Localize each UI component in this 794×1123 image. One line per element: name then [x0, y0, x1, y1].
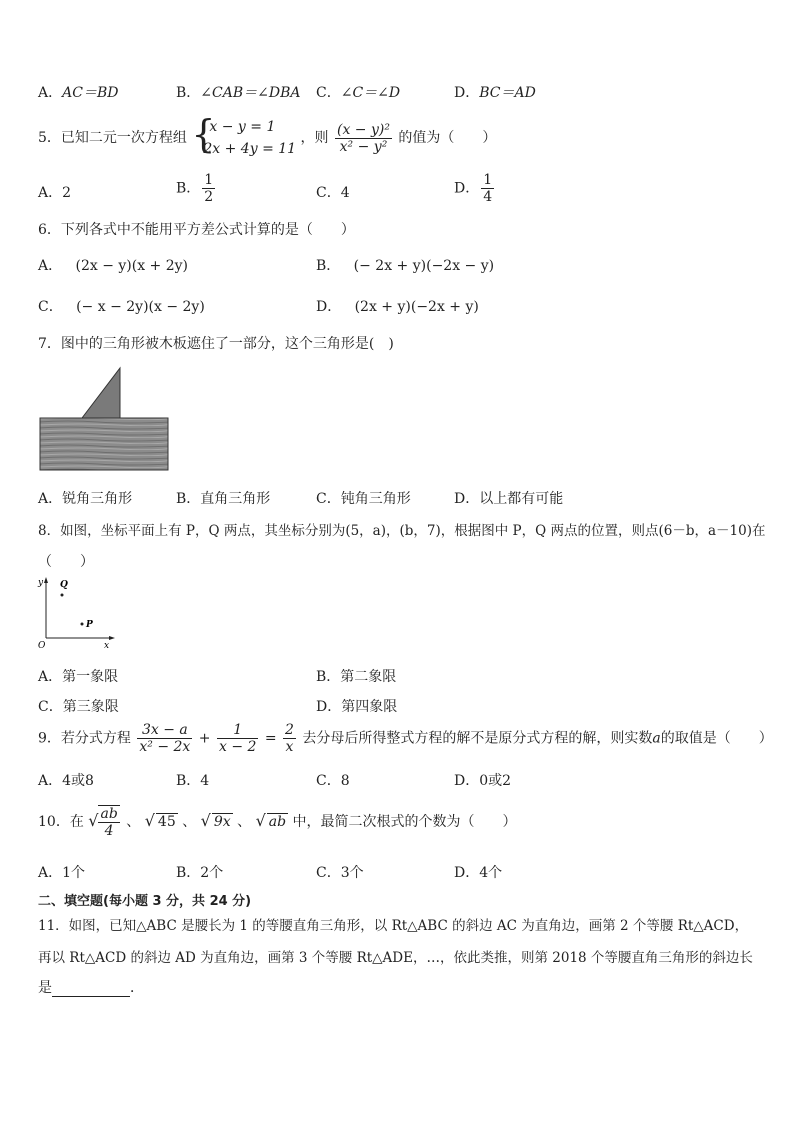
q4-option-a: A．AC＝BD	[38, 85, 119, 101]
q10-option-b: B．2个	[176, 865, 224, 881]
q4-option-b: B．∠CAB＝∠DBA	[176, 85, 301, 101]
q6-option-d: D． (2x + y)(−2x + y)	[316, 299, 479, 315]
q10-option-c: C．3个	[316, 865, 364, 881]
q7-triangle-board-figure	[38, 366, 172, 474]
q9-option-b: B．4	[176, 773, 210, 789]
point-q-label: Q	[60, 580, 68, 590]
q5-option-b: B． $\frac{1}{2}$	[176, 172, 214, 205]
q7-option-a: A．锐角三角形	[38, 491, 133, 507]
point-p-label: P	[86, 620, 93, 630]
answer-blank[interactable]	[52, 982, 130, 997]
q9-option-d: D．0或2	[454, 773, 512, 789]
q5-option-a: A．2	[38, 185, 72, 201]
q8-option-a: A．第一象限	[38, 669, 119, 685]
q8-coordinate-figure	[36, 574, 116, 652]
q9-option-a: A．4或8	[38, 773, 94, 789]
q6-option-b: B． (− 2x + y)(−2x − y)	[316, 258, 495, 274]
q7-option-d: D．以上都有可能	[454, 491, 564, 507]
q10-stem: 10．在 √ $\frac{ab}{4}$ 、 √ 45 、 √ 9x 、 √ ab 中，最简二次根式的个数为（ ）	[38, 806, 517, 839]
fraction: $\frac{\text{(x − y)²}}{\text{x² − y²}}$	[336, 121, 390, 155]
q9-stem: 9．若分式方程 $\frac{3x - a}{\text{x² − 2x}}$ + $\frac{1}{x - 2}$ = $\frac{2}{x}$ 去分母后所得整式方程的解不是原分式方程的解，则实数a的取值是（ ）	[38, 722, 773, 755]
q9-option-c: C．8	[316, 773, 350, 789]
q11-line3: 是 ．	[38, 980, 144, 996]
q7-option-b: B．直角三角形	[176, 491, 271, 507]
point-p	[81, 623, 84, 626]
x-axis-label: x	[104, 641, 110, 651]
q8-option-c: C．第三象限	[38, 699, 119, 715]
q11-line2: 再以 Rt△ACD 的斜边 AD 为直角边，画第 3 个等腰 Rt△ADE，…，依此类推，则第 2018 个等腰直角三角形的斜边长	[38, 950, 753, 966]
q6-option-a: A． (2x − y)(x + 2y)	[38, 258, 189, 274]
q10-option-a: A．1个	[38, 865, 86, 881]
q11-line1: 11．如图，已知△ABC 是腰长为 1 的等腰直角三角形，以 Rt△ABC 的斜边 AC 为直角边，画第 2 个等腰 Rt△ACD，	[38, 918, 749, 934]
q6-stem: 6．下列各式中不能用平方差公式计算的是（ ）	[38, 222, 355, 238]
wood-board	[40, 418, 168, 470]
q5-option-d: D． $\frac{1}{4}$	[454, 172, 493, 205]
q4-option-d: D．BC＝AD	[454, 85, 536, 101]
q8-option-b: B．第二象限	[316, 669, 397, 685]
q4-option-c: C．∠C＝∠D	[316, 85, 401, 101]
q6-option-c: C． (− x − 2y)(x − 2y)	[38, 299, 205, 315]
equation-system: { x − y = 1 2x + 4y = 11	[191, 112, 297, 157]
q7-stem: 7．图中的三角形被木板遮住了一部分，这个三角形是( )	[38, 336, 394, 352]
y-axis-label: y	[38, 578, 44, 588]
triangle-shape	[82, 368, 120, 418]
q7-option-c: C．钝角三角形	[316, 491, 411, 507]
origin-label: O	[38, 641, 46, 651]
q8-stem-line1: 8．如图，坐标平面上有 P，Q 两点，其坐标分别为(5，a)，(b，7)，根据图中 P，Q 两点的位置，则点(6－b，a－10)在	[38, 523, 766, 539]
q5-option-c: C．4	[316, 185, 350, 201]
point-q	[61, 594, 64, 597]
section-heading: 二、填空题(每小题 3 分，共 24 分)	[38, 894, 252, 909]
q5-stem: 5．已知二元一次方程组 { x − y = 1 2x + 4y = 11 ，则 $\frac{\text{(x − y)²}}{\text{x² − y²}}$ 的值为（ ）	[38, 116, 496, 160]
q8-option-d: D．第四象限	[316, 699, 398, 715]
q10-option-d: D．4个	[454, 865, 503, 881]
q8-stem-line2: （ ）	[38, 554, 94, 570]
